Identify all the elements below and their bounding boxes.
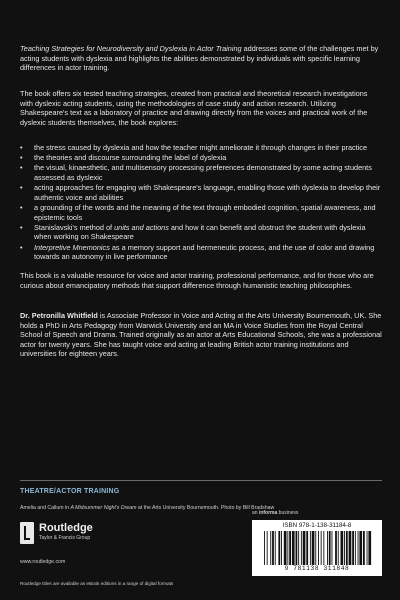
informa-text: business xyxy=(277,510,299,516)
list-item-text: Stanislavski's method of xyxy=(34,222,115,232)
isbn-label: ISBN 978-1-138-31184-8 xyxy=(282,522,352,529)
informa-text: an xyxy=(252,510,259,516)
list-item-emphasis: Interpretive Mnemonics xyxy=(34,242,110,252)
description-paragraph: The book offers six tested teaching strategies, created from practical and theoretical research investigations with dyslexic acting students, using the methodologies of case study and action research. Utilizing Shakespeare's text as a laboratory of practice and drawing directly from the voices and practical work of the dyslexic students themselves, the book explores: xyxy=(20,89,368,127)
routledge-logo-icon xyxy=(20,522,34,544)
publisher-website: www.routledge.com xyxy=(20,559,66,565)
list-item-text: and how it can benefit and obstruct the student with dyslexia when working on Shakespeare xyxy=(34,222,366,242)
subject-category: THEATRE/ACTOR TRAINING xyxy=(20,488,120,495)
informa-tagline xyxy=(252,510,382,516)
list-item xyxy=(20,223,382,242)
photo-credit xyxy=(20,505,274,511)
author-bio-text: is Associate Professor in Voice and Acting at the Arts University Bournemouth, UK. She holds a PhD in Arts Pedagogy from Warwick University and an MA in Voice Studies from the Royal Central School of Speech and Drama. Trained originally as an actor at Arts Educational Schools, she was a professional actor for twenty years. She has taught voice and acting at leading British actor training institutions and universities for eighteen years. xyxy=(20,311,382,359)
list-item: • acting approaches for engaging with Shakespeare's language, enabling those with dyslexia to develop their authentic voice and abilities xyxy=(20,183,382,202)
book-title-italic: Teaching Strategies for Neurodiversity and Dyslexia in Actor Training xyxy=(20,44,242,53)
list-item: • the theories and discourse surrounding the label of dyslexia xyxy=(20,153,382,163)
ebook-note: Routledge titles are available as eBook editions in a range of digital formats xyxy=(20,581,174,586)
barcode-bars-icon xyxy=(264,531,374,565)
publisher-logo xyxy=(20,522,170,554)
barcode-number: 9 781138 311848 xyxy=(284,565,350,572)
publisher-group: Taylor & Francis Group xyxy=(39,535,91,541)
list-item-emphasis: units and actions xyxy=(114,222,169,232)
intro-paragraph xyxy=(20,44,382,73)
publisher-name: Routledge xyxy=(39,522,93,534)
divider xyxy=(20,480,382,481)
photo-credit-text: Amelia and Callum in xyxy=(20,505,71,511)
list-item: • the visual, kinaesthetic, and multisensory processing preferences demonstrated by some acting students assessed as dyslexic xyxy=(20,163,382,182)
list-item: • a grounding of the words and the meaning of the text through embodied cognition, spatial awareness, and epistemic tools xyxy=(20,203,382,222)
informa-brand: informa xyxy=(258,510,278,516)
author-name: Dr. Petronilla Whitfield xyxy=(20,311,98,320)
list-item xyxy=(20,243,382,262)
list-item-text: as a memory support and hermeneutic process, and the use of color and drawing towards an autonomy in live performance xyxy=(34,242,375,262)
photo-credit-title: A Midsummer Night's Dream xyxy=(70,505,137,511)
topics-list xyxy=(20,143,382,262)
photo-credit-text: at the Arts University Bournemouth. Photo by Bill Bradshaw xyxy=(136,505,275,511)
barcode xyxy=(252,520,382,576)
author-bio xyxy=(20,311,382,359)
intro-text: addresses some of the challenges met by acting students with dyslexia and highlights the abilities demonstrated by individuals with specific learning differences in actor training. xyxy=(20,44,379,73)
resource-paragraph: This book is a valuable resource for voice and actor training, professional performance, and for those who are curious about emancipatory methods that support difference through humanistic teaching philosophies. xyxy=(20,271,374,290)
list-item: • the stress caused by dyslexia and how the teacher might ameliorate it through changes in their practice xyxy=(20,143,382,153)
